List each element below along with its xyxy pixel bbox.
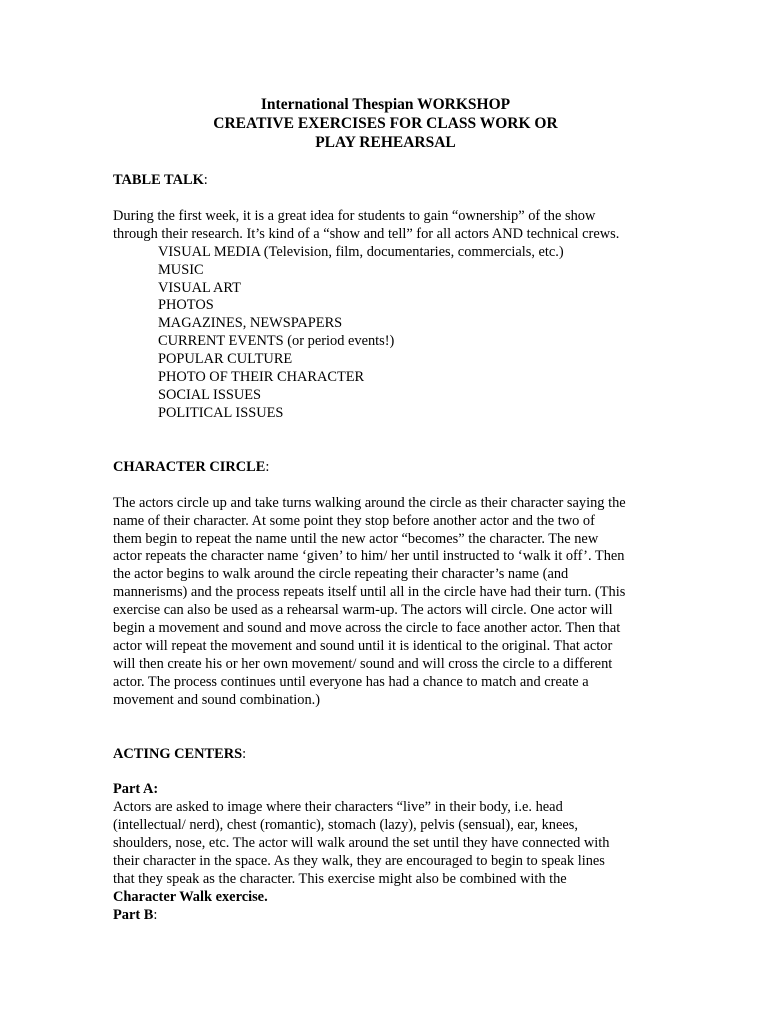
section-heading-acting-centers	[113, 746, 658, 764]
table-talk-list	[113, 244, 658, 423]
character-circle-line: will then create his or her own movement/ sound and will cross the circle to a different	[113, 655, 613, 672]
table-talk-intro-line-2: through their research. It’s kind of a “show and tell” for all actors AND technical crews.	[113, 225, 620, 242]
part-b-label-text: Part B	[113, 906, 154, 923]
list-item: VISUAL MEDIA (Television, film, documentaries, commercials, etc.)	[158, 243, 564, 260]
part-a-label: Part A:	[113, 781, 159, 798]
part-a-line: shoulders, nose, etc. The actor will walk around the set until they have connected with	[113, 835, 610, 852]
part-a-line: that they speak as the character. This exercise might also be combined with the	[113, 871, 567, 887]
list-item: MUSIC	[158, 261, 204, 278]
table-talk-intro	[113, 208, 658, 244]
part-b-label	[113, 907, 658, 925]
table-talk-heading-text: TABLE TALK	[113, 172, 204, 188]
title-line-3: PLAY REHEARSAL	[315, 134, 456, 151]
table-talk-intro-line-1: During the first week, it is a great idea for students to gain “ownership” of the show	[113, 207, 596, 224]
part-a-line: Actors are asked to image where their characters “live” in their body, i.e. head	[113, 799, 563, 816]
part-a-line: their character in the space. As they walk, they are encouraged to begin to speak lines	[113, 853, 605, 870]
list-item: POPULAR CULTURE	[158, 351, 293, 368]
part-b-label-colon: :	[153, 906, 158, 923]
list-item: CURRENT EVENTS (or period events!)	[158, 333, 395, 350]
section-heading-character-circle	[113, 459, 658, 477]
character-circle-heading-text: CHARACTER CIRCLE	[113, 458, 266, 475]
character-circle-line: exercise can also be used as a rehearsal warm-up. The actors will circle. One actor will	[113, 602, 613, 619]
section-heading-table-talk	[113, 172, 658, 190]
list-item: PHOTO OF THEIR CHARACTER	[158, 369, 365, 386]
table-talk-heading-colon: :	[203, 172, 208, 188]
acting-centers-heading-colon: :	[242, 745, 247, 762]
title-line-1: International Thespian WORKSHOP	[260, 96, 511, 113]
character-circle-line: The actors circle up and take turns walking around the circle as their character saying the	[113, 494, 626, 511]
character-circle-line: mannerisms) and the process repeats itself until all in the circle have had their turn. (This	[113, 584, 626, 601]
part-a-closing: Character Walk exercise.	[113, 888, 268, 905]
acting-centers-heading-text: ACTING CENTERS	[113, 745, 243, 762]
list-item: VISUAL ART	[158, 279, 241, 296]
character-circle-line: actor will repeat the movement and sound until it is identical to the original. That actor	[113, 637, 613, 654]
list-item: SOCIAL ISSUES	[158, 386, 262, 403]
character-circle-line: movement and sound combination.)	[113, 691, 321, 708]
character-circle-line: them begin to repeat the name until the new actor “becomes” the character. The new	[113, 530, 599, 547]
part-a-line: (intellectual/ nerd), chest (romantic), stomach (lazy), pelvis (sensual), ear, knees,	[113, 817, 578, 834]
part-a-body	[113, 799, 658, 906]
list-item: PHOTOS	[158, 297, 214, 314]
title-line-2: CREATIVE EXERCISES FOR CLASS WORK OR	[213, 115, 558, 132]
character-circle-body	[113, 495, 658, 710]
character-circle-line: name of their character. At some point they stop before another actor and the two of	[113, 512, 595, 529]
character-circle-line: begin a movement and sound and move across the circle to face another actor. Then that	[113, 620, 621, 637]
character-circle-line: actor repeats the character name ‘given’ to him/ her until instructed to ‘walk it off’. Then	[113, 548, 625, 565]
document-title	[113, 95, 658, 152]
character-circle-heading-colon: :	[265, 458, 270, 475]
character-circle-line: the actor begins to walk around the circle repeating their character’s name (and	[113, 566, 569, 583]
list-item: POLITICAL ISSUES	[158, 404, 284, 421]
list-item: MAGAZINES, NEWSPAPERS	[158, 315, 343, 332]
character-circle-line: actor. The process continues until everyone has had a chance to match and create a	[113, 673, 589, 690]
document-page	[113, 95, 658, 925]
